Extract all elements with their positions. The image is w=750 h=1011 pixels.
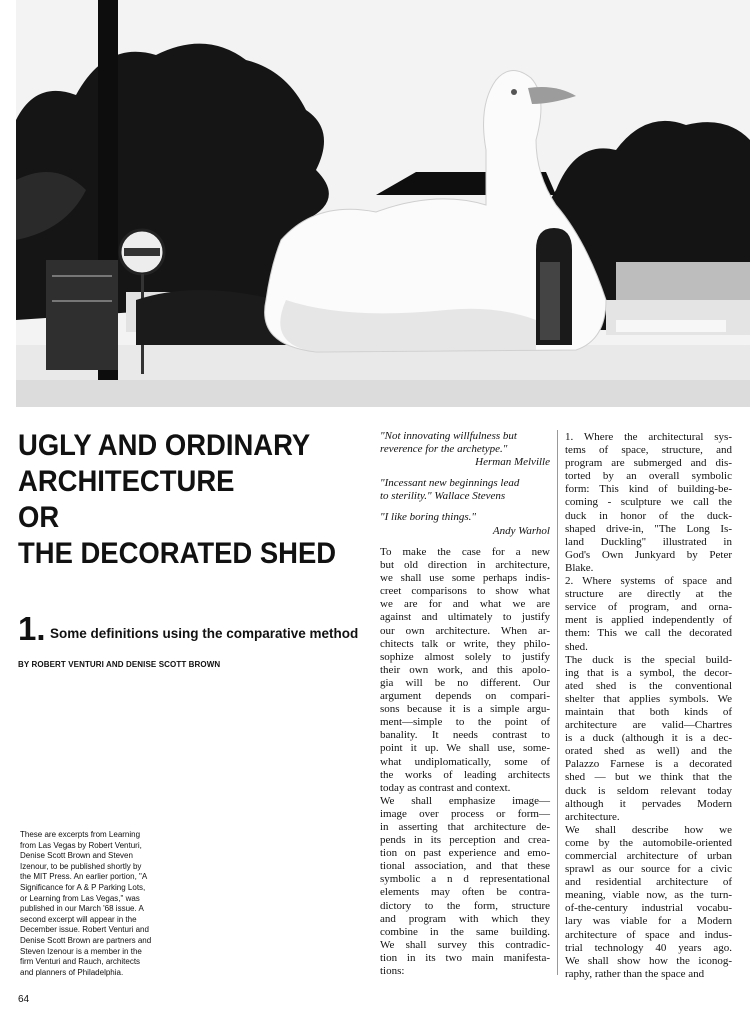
body-line: point it up. We shall use, some- — [380, 742, 550, 755]
body-line: chitects talk or write, they philo- — [380, 637, 550, 650]
epigraphs — [380, 430, 550, 538]
body-line: elements may often be contra- — [380, 886, 550, 899]
body-line: our own architecture. When ar- — [380, 624, 550, 637]
body-line: We shall describe how we — [565, 823, 732, 836]
body-line: lary was viable for a Modern — [565, 915, 732, 928]
body-line: come by the automobile-oriented — [565, 836, 732, 849]
title-line: THE DECORATED SHED — [18, 537, 337, 570]
body-line: duck in honor of the duck- — [565, 509, 732, 522]
intro-line: These are excerpts from Learning — [20, 830, 141, 839]
intro-line: second excerpt will appear in the — [20, 914, 137, 924]
body-line: we shall use some perhaps indis- — [380, 572, 550, 585]
body-line: architecture. — [565, 810, 620, 823]
body-line: image over process or form— — [380, 807, 550, 820]
body-line: their own work, and this apolo- — [380, 663, 550, 676]
body-line: today as contrast and context. — [380, 781, 511, 794]
column-rule — [557, 430, 558, 975]
body-line: but old direction in architecture, — [380, 559, 550, 572]
section-heading — [18, 612, 378, 646]
article-title — [18, 428, 378, 572]
body-line: maintain that both kinds of — [565, 705, 732, 718]
intro-line: Denise Scott Brown and Steven — [20, 851, 133, 861]
epigraph-line: "I like boring things." — [380, 511, 477, 524]
duck-building-photo — [16, 0, 750, 407]
body-line: shed. — [565, 640, 588, 653]
title-line: UGLY AND ORDINARY — [18, 429, 311, 462]
body-line: the works of leading architects — [380, 768, 550, 781]
body-line: orated shed as well) and the — [565, 745, 732, 758]
body-line: structure are directly at the — [565, 588, 732, 601]
intro-line: Denise Scott Brown are partners and — [20, 935, 152, 945]
page-number: 64 — [18, 994, 30, 1005]
body-line: We shall show how the iconog- — [565, 954, 732, 967]
epigraph-line: to sterility." Wallace Stevens — [380, 490, 506, 503]
body-line: ment is applied independently of — [565, 614, 732, 627]
intro-line: from Las Vegas by Robert Venturi, — [20, 840, 142, 850]
body-line: ated shed is the conventional — [565, 679, 732, 692]
body-line: shed — but we think that the — [565, 771, 732, 784]
body-line: duck is seldom relevant today — [565, 784, 732, 797]
intro-line: Significance for A & P Parking Lots, — [20, 882, 146, 892]
intro-line: December issue. Robert Venturi and — [20, 925, 149, 935]
body-line: what undiplomatically, some of — [380, 755, 550, 768]
body-line: trial technology 40 years ago. — [565, 941, 732, 954]
body-line: tion in its two main manifesta- — [380, 951, 550, 964]
title-line: OR — [18, 501, 60, 534]
body-line: shaped drive-in, "The Long Is- — [565, 522, 732, 535]
body-line: service of program, and orna- — [565, 601, 732, 614]
body-line: symbolic a n d representational — [380, 873, 550, 886]
section-number: 1. — [18, 610, 46, 647]
body-line: We shall emphasize image— — [380, 794, 550, 807]
intro-line: Izenour, to be published shortly by — [20, 861, 142, 871]
body-line: tions: — [380, 965, 405, 977]
body-line: dictory to the form, structure — [380, 899, 550, 912]
body-line: tional association, and that these — [380, 860, 550, 873]
epigraph-line: "Not innovating willfulness but — [380, 430, 517, 442]
duck-building-illustration — [16, 0, 750, 407]
epigraph-author: Andy Warhol — [492, 524, 550, 537]
body-line: tems of space, structure, and — [565, 444, 732, 457]
title-line: ARCHITECTURE — [18, 465, 235, 498]
body-line: shelter that applies symbols. We — [565, 692, 732, 705]
body-line: creet comparisons to show what — [380, 585, 550, 598]
body-line: architecture are valid—Chartres — [565, 719, 732, 732]
body-line: combine in the same building. — [380, 925, 550, 938]
intro-line: published in our March '68 issue. A — [20, 904, 144, 914]
body-line: them: This we call the decorated — [565, 627, 732, 640]
body-line: sophize almost solely to justify — [380, 650, 550, 663]
body-column-3 — [565, 431, 732, 981]
body-line: We shall survey this contradic- — [380, 938, 550, 951]
intro-note — [20, 830, 166, 978]
section-title: Some definitions using the comparative method — [49, 626, 359, 641]
body-line: of-the-century industrial vocabu- — [565, 902, 732, 915]
body-line: pends in its perception and crea- — [380, 834, 550, 847]
body-line: God's Own Junkyard by Peter — [565, 548, 732, 561]
body-line: form: This kind of building-be- — [565, 483, 732, 496]
body-line: ment—simple to the point of — [380, 716, 550, 729]
body-line: although it pervades Modern — [565, 797, 732, 810]
intro-line: and planners of Philadelphia. — [20, 967, 124, 977]
body-line: against and ultimately to justify — [380, 611, 550, 624]
intro-line: Steven Izenour is a member in the — [20, 946, 142, 956]
body-line: 2. Where systems of space and — [565, 575, 732, 588]
body-line: tion on past experience and emo- — [380, 847, 550, 860]
epigraph-line: reverence for the archetype." — [380, 443, 508, 456]
body-line: program are submerged and dis- — [565, 457, 732, 470]
body-line: ing that is a symbol, the decor- — [565, 666, 732, 679]
body-line: commercial architecture of urban — [565, 850, 732, 862]
body-line: banality. It needs contrast to — [380, 729, 550, 742]
body-line: argument depends on compari- — [380, 690, 550, 703]
body-line: raphy, rather than the space and — [565, 967, 705, 980]
body-line: torted by an overall symbolic — [565, 470, 732, 483]
body-line: gia will be no different. Our — [380, 676, 550, 689]
body-line: The duck is the special build- — [565, 653, 732, 666]
body-line: meaning, viable now, as the turn- — [565, 889, 732, 902]
body-line: sons because it is a simple argu- — [380, 703, 550, 716]
body-line: and program with which they — [380, 912, 550, 925]
intro-line: firm Venturi and Rauch, architects — [20, 957, 141, 967]
body-line: Blake. — [565, 561, 594, 574]
body-line: coming - sculpture we call the — [565, 496, 732, 509]
body-line: is a duck (although it is a dec- — [565, 732, 732, 745]
body-line: we are for and what we are — [380, 598, 550, 611]
intro-line: the MIT Press. An earlier portion, "A — [20, 872, 148, 882]
epigraph-author: Herman Melville — [475, 456, 550, 469]
epigraph-line: "Incessant new beginnings lead — [380, 477, 520, 490]
body-line: To make the case for a new — [380, 546, 550, 558]
byline: BY ROBERT VENTURI AND DENISE SCOTT BROWN — [18, 660, 221, 669]
intro-line: or Learning from Las Vegas," was — [20, 893, 140, 903]
body-line: land Duckling" illustrated in — [565, 535, 732, 548]
body-line: architecture of space and indus- — [565, 928, 732, 941]
body-line: sprawl as our source for a civic — [565, 863, 732, 876]
body-line: in asserting that architecture de- — [380, 820, 550, 833]
body-column-2 — [380, 546, 550, 978]
body-line: Palazzo Farnese is a decorated — [565, 758, 732, 771]
body-line: 1. Where the architectural sys- — [565, 431, 732, 443]
body-line: and residential architecture of — [565, 876, 732, 889]
